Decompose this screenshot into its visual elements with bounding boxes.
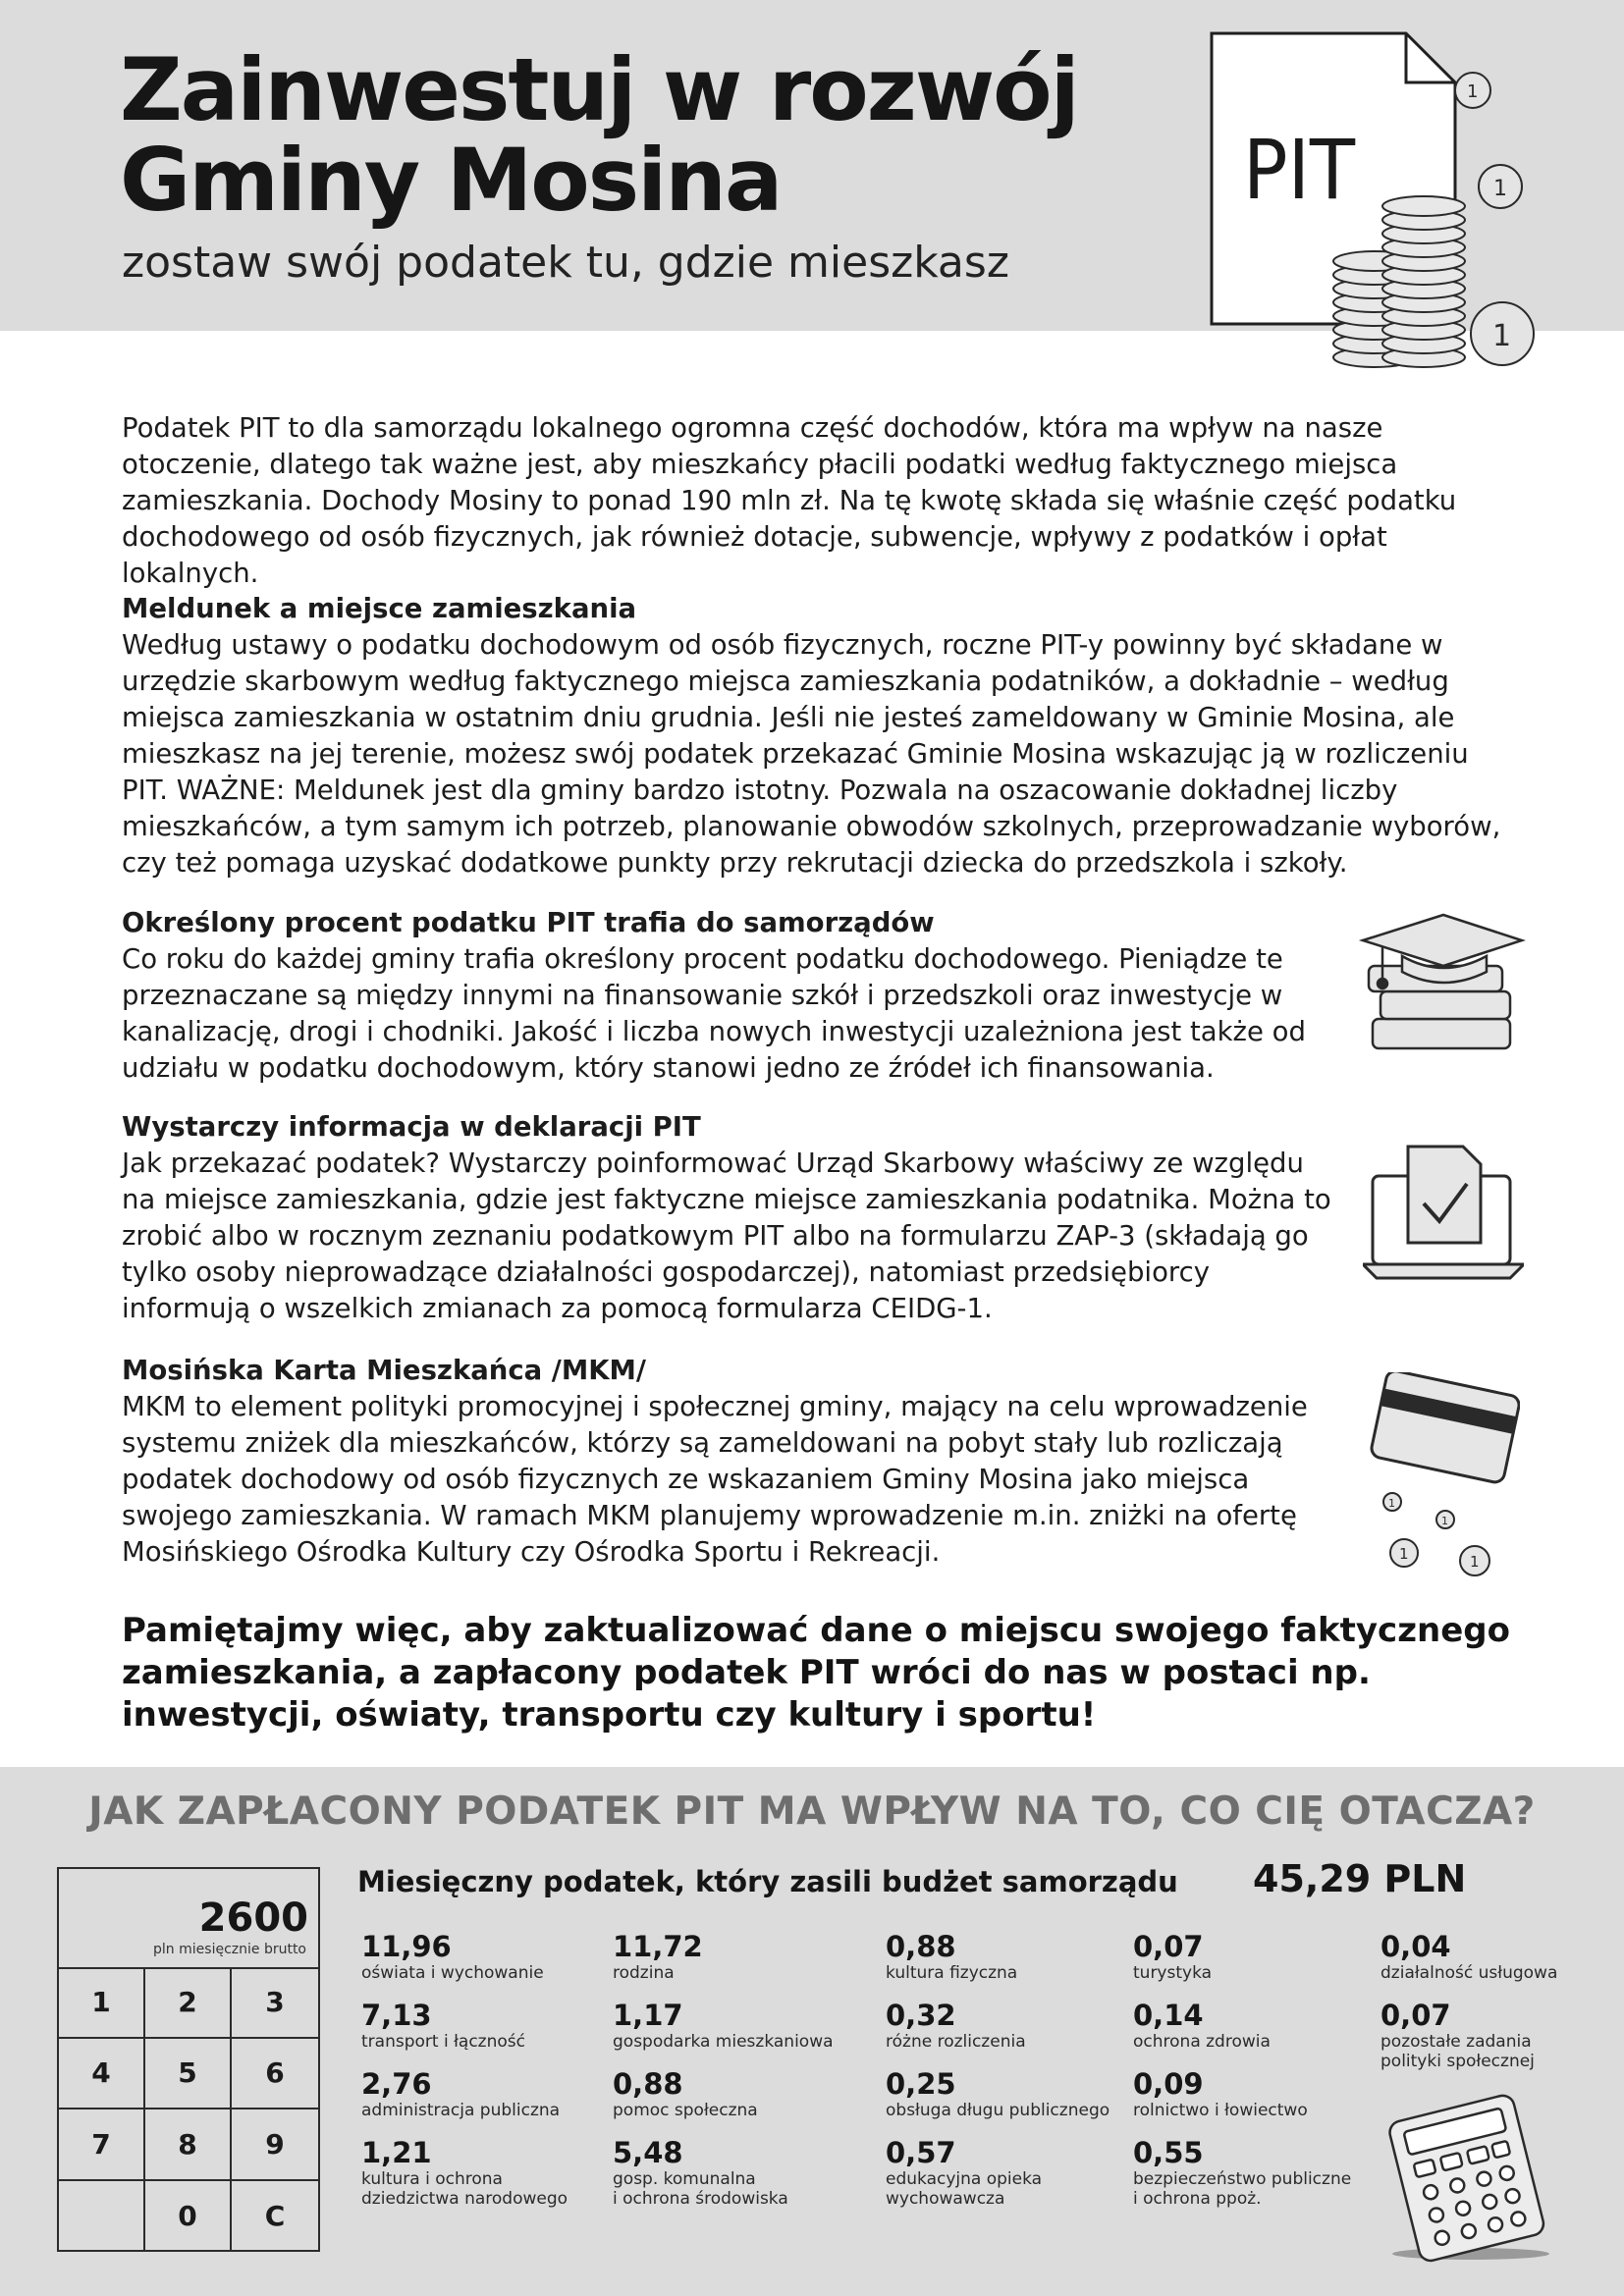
key-1: 1 bbox=[59, 1967, 145, 2039]
stat-item bbox=[886, 2136, 1110, 2209]
calculator-section-title: JAK ZAPŁACONY PODATEK PIT MA WPŁYW NA TO, CO CIĘ OTACZA? bbox=[88, 1789, 1536, 1834]
graduation-cap-books-icon bbox=[1353, 911, 1526, 1058]
stat-value: 0,25 bbox=[886, 2067, 956, 2101]
pit-label: PIT bbox=[1243, 122, 1355, 218]
stat-value: 0,04 bbox=[1380, 1930, 1451, 1963]
svg-text:1: 1 bbox=[1492, 319, 1512, 353]
svg-text:1: 1 bbox=[1470, 1553, 1480, 1571]
key-9: 9 bbox=[232, 2109, 318, 2181]
stat-label: rolnictwo i łowiectwo bbox=[1133, 2101, 1308, 2120]
intro-paragraph: Podatek PIT to dla samorządu lokalnego ogromna część dochodów, która ma wpływ na nasze otoczenie, dlatego tak ważne jest, aby mieszkańcy płacili podatki według faktycznego miejsca zamieszkania. Dochody Mosiny to ponad 190 mln zł. Na tę kwotę składa się właśnie część podatku dochodowego od osób fizycznych, jak również dotacje, subwencje, wpływy z podatków i opłat lokalnych. bbox=[122, 411, 1457, 589]
stat-label: pomoc społeczna bbox=[613, 2101, 758, 2120]
stat-label: kultura fizyczna bbox=[886, 1963, 1018, 1983]
section-heading: Wystarczy informacja w deklaracji PIT bbox=[122, 1111, 701, 1143]
section-heading: Mosińska Karta Mieszkańca /MKM/ bbox=[122, 1355, 646, 1386]
section-text: Co roku do każdej gminy trafia określony procent podatku dochodowego. Pieniądze te przeznaczane są między innymi na finansowanie szkół i przedszkoli oraz inwestycje w kanalizację, drogi i chodniki. Jakość i liczba nowych inwestycji uzależniona jest także od udziału w podatku dochodowym, który stanowi jedno ze źródeł ich finansowania. bbox=[122, 943, 1306, 1084]
stat-value: 0,32 bbox=[886, 1999, 956, 2032]
display-note: pln miesięcznie brutto bbox=[153, 1942, 306, 1957]
stat-value: 0,07 bbox=[1380, 1999, 1451, 2032]
stat-label: kultura i ochrona dziedzictwa narodowego bbox=[361, 2169, 568, 2209]
section-registration bbox=[122, 591, 1506, 881]
stat-label: gosp. komunalna i ochrona środowiska bbox=[613, 2169, 788, 2209]
stat-label: turystyka bbox=[1133, 1963, 1213, 1983]
stat-value: 1,21 bbox=[361, 2136, 432, 2169]
stat-label: transport i łączność bbox=[361, 2032, 525, 2052]
section-heading: Meldunek a miejsce zamieszkania bbox=[122, 593, 637, 624]
stat-item bbox=[361, 2136, 568, 2209]
stat-value: 0,09 bbox=[1133, 2067, 1204, 2101]
section-text: MKM to element polityki promocyjnej i społecznej gminy, mający na celu wprowadzenie systemu zniżek dla mieszkańców, którzy są zameldowani na pobyt stały lub rozliczają podatek dochodowy od osób fizycznych ze wskazaniem Gminy Mosina jako miejsca swojego zamieszkania. W ramach MKM planujemy wprowadzenie m.in. zniżki na ofertę Mosińskiego Ośrodka Kultury czy Ośrodka Sportu i Rekreacji. bbox=[122, 1391, 1308, 1568]
key-0: 0 bbox=[145, 2181, 232, 2253]
key-6: 6 bbox=[232, 2039, 318, 2110]
page-title bbox=[120, 39, 1078, 231]
callout-text: Pamiętajmy więc, aby zaktualizować dane o miejscu swojego faktycznego zamieszkania, a zapłacony podatek PIT wróci do nas w postaci np. inwestycji, oświaty, transportu czy kultury i sportu! bbox=[122, 1611, 1510, 1735]
stat-item bbox=[1380, 1999, 1557, 2071]
svg-text:1: 1 bbox=[1493, 177, 1507, 201]
page-subtitle: zostaw swój podatek tu, gdzie mieszkasz bbox=[122, 238, 1009, 288]
stat-item bbox=[613, 2136, 834, 2209]
stat-value: 5,48 bbox=[613, 2136, 683, 2169]
svg-text:1: 1 bbox=[1467, 81, 1479, 102]
section-tax-percent bbox=[122, 905, 1339, 1087]
stat-column-5 bbox=[1380, 1930, 1558, 2071]
stat-label: gospodarka mieszkaniowa bbox=[613, 2032, 834, 2052]
stat-item bbox=[1133, 1999, 1351, 2067]
stat-item bbox=[886, 1930, 1110, 1999]
monthly-tax-value: 45,29 PLN bbox=[1253, 1857, 1467, 1900]
calculator-icon bbox=[1373, 2087, 1559, 2264]
laptop-checkmark-icon bbox=[1363, 1137, 1524, 1284]
calculator-keypad bbox=[57, 1867, 320, 2252]
stat-item bbox=[886, 2067, 1110, 2136]
stat-label: rodzina bbox=[613, 1963, 675, 1983]
key-3: 3 bbox=[232, 1967, 318, 2039]
svg-text:1: 1 bbox=[1388, 1497, 1395, 1510]
stat-label: obsługa długu publicznego bbox=[886, 2101, 1110, 2120]
stat-item bbox=[1380, 1930, 1557, 1999]
title-line-2: Gminy Mosina bbox=[120, 130, 782, 231]
stat-value: 0,07 bbox=[1133, 1930, 1204, 1963]
keypad-display bbox=[59, 1869, 318, 1969]
stat-label: oświata i wychowanie bbox=[361, 1963, 544, 1983]
monthly-tax-label: Miesięczny podatek, który zasili budżet samorządu bbox=[357, 1865, 1178, 1898]
falling-coins-icon bbox=[1434, 59, 1542, 373]
key-4: 4 bbox=[59, 2039, 145, 2110]
section-resident-card bbox=[122, 1353, 1339, 1571]
stat-item bbox=[361, 2067, 568, 2136]
stat-value: 2,76 bbox=[361, 2067, 432, 2101]
stat-item bbox=[613, 2067, 834, 2136]
key-2: 2 bbox=[145, 1967, 232, 2039]
svg-text:1: 1 bbox=[1399, 1545, 1409, 1563]
stat-value: 0,57 bbox=[886, 2136, 956, 2169]
stat-label: działalność usługowa bbox=[1380, 1963, 1558, 1983]
stat-value: 1,17 bbox=[613, 1999, 683, 2032]
title-line-1: Zainwestuj w rozwój bbox=[120, 39, 1078, 140]
credit-card-coins-icon bbox=[1367, 1372, 1520, 1584]
section-heading: Określony procent podatku PIT trafia do samorządów bbox=[122, 907, 935, 938]
section-pit-declaration bbox=[122, 1109, 1339, 1327]
stat-label: ochrona zdrowia bbox=[1133, 2032, 1271, 2052]
stat-value: 11,96 bbox=[361, 1930, 452, 1963]
svg-text:1: 1 bbox=[1441, 1515, 1448, 1527]
stat-column-2 bbox=[613, 1930, 834, 2209]
stat-column-1 bbox=[361, 1930, 568, 2209]
stat-label: edukacyjna opieka wychowawcza bbox=[886, 2169, 1043, 2209]
key-8: 8 bbox=[145, 2109, 232, 2181]
key-clear: C bbox=[264, 2200, 286, 2233]
stat-item bbox=[1133, 2067, 1351, 2136]
stat-value: 0,14 bbox=[1133, 1999, 1204, 2032]
section-text: Według ustawy o podatku dochodowym od osób fizycznych, roczne PIT-y powinny być składane w urzędzie skarbowym według faktycznego miejsca zamieszkania podatników, a dokładnie – według miejsca zamieszkania w ostatnim dniu grudnia. Jeśli nie jesteś zameldowany w Gminie Mosina, ale mieszkasz na jej terenie, możesz swój podatek przekazać Gminie Mosina wskazując ją w rozliczeniu PIT. WAŻNE: Meldunek jest dla gminy bardzo istotny. Pozwala na oszacowanie dokładnej liczby mieszkańców, a tym samym ich potrzeb, planowanie obwodów szkolnych, przeprowadzanie wyborów, czy też pomaga uzyskać dodatkowe punkty przy rekrutacji dziecka do przedszkola i szkoły. bbox=[122, 629, 1501, 879]
section-text: Jak przekazać podatek? Wystarczy poinformować Urząd Skarbowy właściwy ze względu na miejsce zamieszkania, gdzie jest faktyczne miejsce zamieszkania podatnika. Można to zrobić albo w rocznym zeznaniu podatkowym PIT albo na formularzu ZAP-3 (składają go tylko osoby nieprowadzące działalności gospodarczej), natomiast przedsiębiorcy informują o wszelkich zmianach za pomocą formularza CEIDG-1. bbox=[122, 1148, 1331, 1324]
display-amount: 2600 bbox=[198, 1896, 308, 1941]
stat-value: 11,72 bbox=[613, 1930, 703, 1963]
stat-value: 0,88 bbox=[886, 1930, 956, 1963]
stat-item bbox=[361, 1999, 568, 2067]
stat-item bbox=[361, 1930, 568, 1999]
stat-value: 7,13 bbox=[361, 1999, 432, 2032]
stat-label: pozostałe zadania polityki społecznej bbox=[1380, 2032, 1535, 2071]
stat-value: 0,88 bbox=[613, 2067, 683, 2101]
stat-item bbox=[613, 1930, 834, 1999]
stat-value: 0,55 bbox=[1133, 2136, 1204, 2169]
stat-item bbox=[1133, 1930, 1351, 1999]
key-5: 5 bbox=[145, 2039, 232, 2110]
stat-column-3 bbox=[886, 1930, 1110, 2209]
stat-item bbox=[1133, 2136, 1352, 2209]
stat-label: różne rozliczenia bbox=[886, 2032, 1026, 2052]
stat-label: administracja publiczna bbox=[361, 2101, 561, 2120]
stat-item bbox=[613, 1999, 834, 2067]
stat-column-4 bbox=[1133, 1930, 1352, 2209]
keypad-grid bbox=[59, 1967, 318, 2252]
stat-item bbox=[886, 1999, 1110, 2067]
stat-label: bezpieczeństwo publiczne i ochrona ppoż. bbox=[1133, 2169, 1352, 2209]
key-blank bbox=[59, 2181, 145, 2253]
key-7: 7 bbox=[59, 2109, 145, 2181]
